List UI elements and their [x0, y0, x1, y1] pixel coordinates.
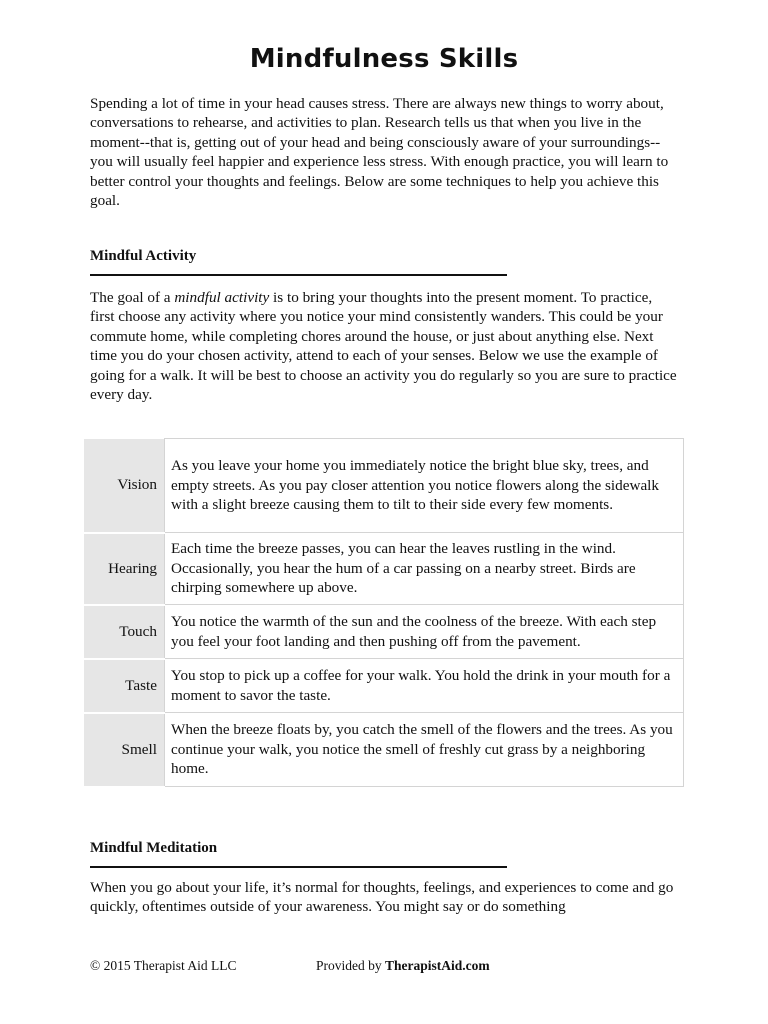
table-row — [84, 713, 684, 787]
section-heading-mindful-activity: Mindful Activity — [90, 248, 507, 276]
sense-description-taste: You stop to pick up a coffee for your walk. You hold the drink in your mouth for a moment to savor the taste. — [165, 659, 684, 713]
intro-paragraph: Spending a lot of time in your head causes stress. There are always new things to worry about, conversations to rehearse, and activities to plan. Research tells us that when you live in the moment--that is, getting out of your head and being consciously aware of your surroundings--you will usually feel happier and experience less stress. With enough practice, you will learn to better control your thoughts and feelings. Below are some techniques to help you achieve this goal. — [90, 95, 669, 210]
footer-provided-prefix: Provided by — [316, 958, 385, 973]
mindful-meditation-paragraph: When you go about your life, it’s normal for thoughts, feelings, and experiences to come and go quickly, oftentimes outside of your awareness. You might say or do something — [90, 879, 674, 916]
sense-label-smell: Smell — [84, 713, 165, 787]
footer-provided-by — [316, 958, 490, 974]
sense-label-taste: Taste — [84, 659, 165, 713]
activity-emphasis: mindful activity — [174, 289, 270, 306]
sense-label-touch: Touch — [84, 605, 165, 659]
senses-table — [84, 438, 684, 788]
footer-copyright: © 2015 Therapist Aid LLC — [90, 958, 237, 973]
table-row — [84, 439, 684, 533]
activity-text-start: The goal of a — [90, 289, 175, 306]
mindful-activity-paragraph — [90, 288, 680, 404]
section-heading-mindful-meditation: Mindful Meditation — [90, 840, 507, 868]
activity-text-rest: is to bring your thoughts into the present moment. To practice, first choose any activity where you notice your mind consistently wanders. This could be your commute home, while completing chores around the house, or just about anything else. Next time you do your chosen activity, attend to each of your senses. Below we use the example of going for a walk. It will be best to choose an activity you do regularly so you are sure to practice every day. — [90, 289, 677, 404]
table-row — [84, 533, 684, 605]
page-title: Mindfulness Skills — [249, 44, 519, 74]
sense-description-smell: When the breeze floats by, you catch the smell of the flowers and the trees. As you continue your walk, you notice the smell of freshly cut grass by a neighboring home. — [165, 713, 684, 787]
table-row — [84, 605, 684, 659]
sense-description-touch: You notice the warmth of the sun and the coolness of the breeze. With each step you feel your foot landing and then pushing off from the pavement. — [165, 605, 684, 659]
sense-label-hearing: Hearing — [84, 533, 165, 605]
sense-label-vision: Vision — [84, 439, 165, 533]
table-row — [84, 659, 684, 713]
sense-description-vision: As you leave your home you immediately notice the bright blue sky, trees, and empty streets. As you pay closer attention you notice flowers along the sidewalk with a slight breeze causing them to tilt to their side every few moments. — [165, 439, 684, 533]
sense-description-hearing: Each time the breeze passes, you can hear the leaves rustling in the wind. Occasionally, you hear the hum of a car passing on a nearby street. Birds are chirping somewhere up above. — [165, 533, 684, 605]
footer-brand: TherapistAid.com — [385, 958, 490, 973]
